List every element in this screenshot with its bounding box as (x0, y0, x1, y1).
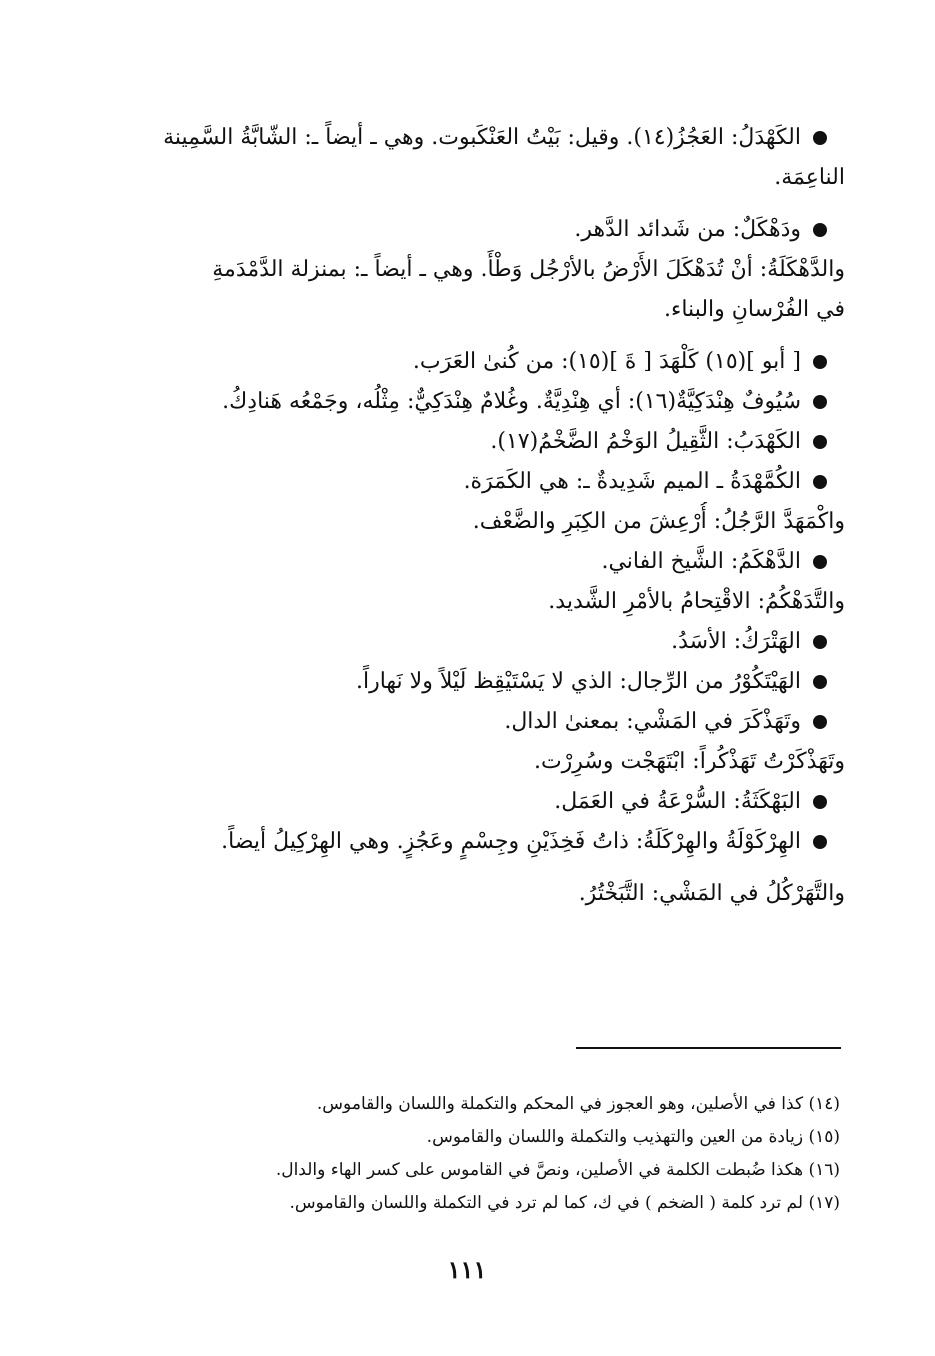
entry-text: البَهْكَثَةُ: السُّرْعَةُ في العَمَل. (554, 789, 801, 814)
entry-text: الكُمَّهْدَةُ ـ الميم شَدِيدةٌ ـ: هي الكَمَرَة. (463, 469, 801, 494)
bullet-icon (813, 715, 827, 729)
bullet-icon (813, 795, 827, 809)
bullet-icon (813, 555, 827, 569)
entry-dahkal (100, 210, 845, 250)
entry-harkawla (100, 822, 845, 862)
entry-kummahda (100, 462, 845, 502)
entry-kalhad (100, 342, 845, 382)
footnote: (١٥) زيادة من العين والتهذيب والتكملة واللسان والقاموس. (426, 1127, 840, 1147)
entry-tahadhkar (100, 702, 845, 742)
bullet-icon (813, 475, 827, 489)
bullet-icon (813, 395, 827, 409)
page-number: ١١١ (447, 1255, 487, 1284)
entry-kahdab (100, 422, 845, 462)
bullet-icon (813, 675, 827, 689)
main-text (100, 118, 845, 914)
footnote: (١٦) هكذا ضُبطت الكلمة في الأصلين، ونصَّ في القاموس على كسر الهاء والدال. (275, 1160, 840, 1180)
bullet-icon (813, 435, 827, 449)
entry-text: سُيُوفٌ هِنْدَكِيَّةٌ(١٦): أي هِنْدِيَّةٌ. وغُلامٌ هِنْدَكِيٌّ: مِثْلُه، وجَمْعُه هَنادِكُ. (222, 389, 801, 414)
bullet-icon (813, 355, 827, 369)
entry-text: الكَهْدَبُ: الثَّقِيلُ الوَخْمُ الضَّخْمُ(١٧). (490, 429, 801, 454)
footnotes (160, 1088, 840, 1220)
entry-text: ودَهْكَلٌ: من شَدائد الدَّهر. (574, 217, 801, 242)
entry-text: الكَهْدَلُ: العَجُزُ(١٤). وقيل: بَيْتُ العَنْكَبوت. وهي ـ أيضاً ـ: الشّابَّةُ السَّمِينة (163, 125, 801, 150)
footnote-divider (576, 1047, 841, 1049)
entry-dahkam (100, 542, 845, 582)
entry-hatrak (100, 622, 845, 662)
entry-text: الهَتْرَكُ: الأسَدُ. (671, 629, 801, 654)
bullet-icon (813, 131, 827, 145)
entry-text: الدَّهْكَمُ: الشَّيخ الفاني. (601, 549, 801, 574)
sub-entry: والتَّهَرْكُلُ في المَشْي: التَّبَخْتُرُ. (578, 881, 845, 906)
entry-continuation: في الفُرْسانِ والبناء. (664, 297, 845, 322)
entry-text: الهَيْتَكُوْرُ من الرِّجال: الذي لا يَسْتَيْقِظ لَيْلاً ولا نَهاراً. (355, 669, 801, 694)
sub-entry: والتَّدَهْكُمُ: الاقْتِحامُ بالأمْرِ الشَّديد. (548, 589, 845, 614)
sub-entry: وتَهَذْكَرْتُ تَهَذْكُراً: ابْتَهَجْت وسُرِرْت. (533, 749, 845, 774)
sub-entry: والدَّهْكَلَةُ: أنْ تُدَهْكَلَ الأَرْضُ بالأرْجُل وَطْأً. وهي ـ أيضاً ـ: بمنزلة الدَّمْدَمةِ (212, 257, 845, 282)
bullet-icon (813, 223, 827, 237)
footnote: (١٤) كذا في الأصلين، وهو العجوز في المحكم والتكملة واللسان والقاموس. (316, 1094, 840, 1114)
entry-text: وتَهَذْكَرَ في المَشْي: بمعنىٰ الدال. (504, 709, 801, 734)
entry-text: الهِرْكَوْلَةُ والهِرْكَلَةُ: ذاتُ فَخِذَيْنِ وجِسْمٍ وعَجُزٍ. وهي الهِرْكِيلُ أيضاً. (221, 829, 801, 854)
bullet-icon (813, 835, 827, 849)
entry-bahkatha (100, 782, 845, 822)
entry-text: [ أبو ](١٥) كَلْهَدَ [ ةَ ](١٥): من كُنىٰ العَرَب. (412, 349, 801, 374)
sub-entry: واكْمَهَدَّ الرَّجُلُ: أُرْعِشَ من الكِبَرِ والضَّعْف. (472, 509, 845, 534)
entry-kahdal (100, 118, 845, 158)
entry-hindakiyya (100, 382, 845, 422)
bullet-icon (813, 635, 827, 649)
footnote: (١٧) لم ترد كلمة ( الضخم ) في ك، كما لم ترد في التكملة واللسان والقاموس. (289, 1193, 840, 1213)
entry-haytakur (100, 662, 845, 702)
entry-continuation: الناعِمَة. (774, 165, 845, 190)
